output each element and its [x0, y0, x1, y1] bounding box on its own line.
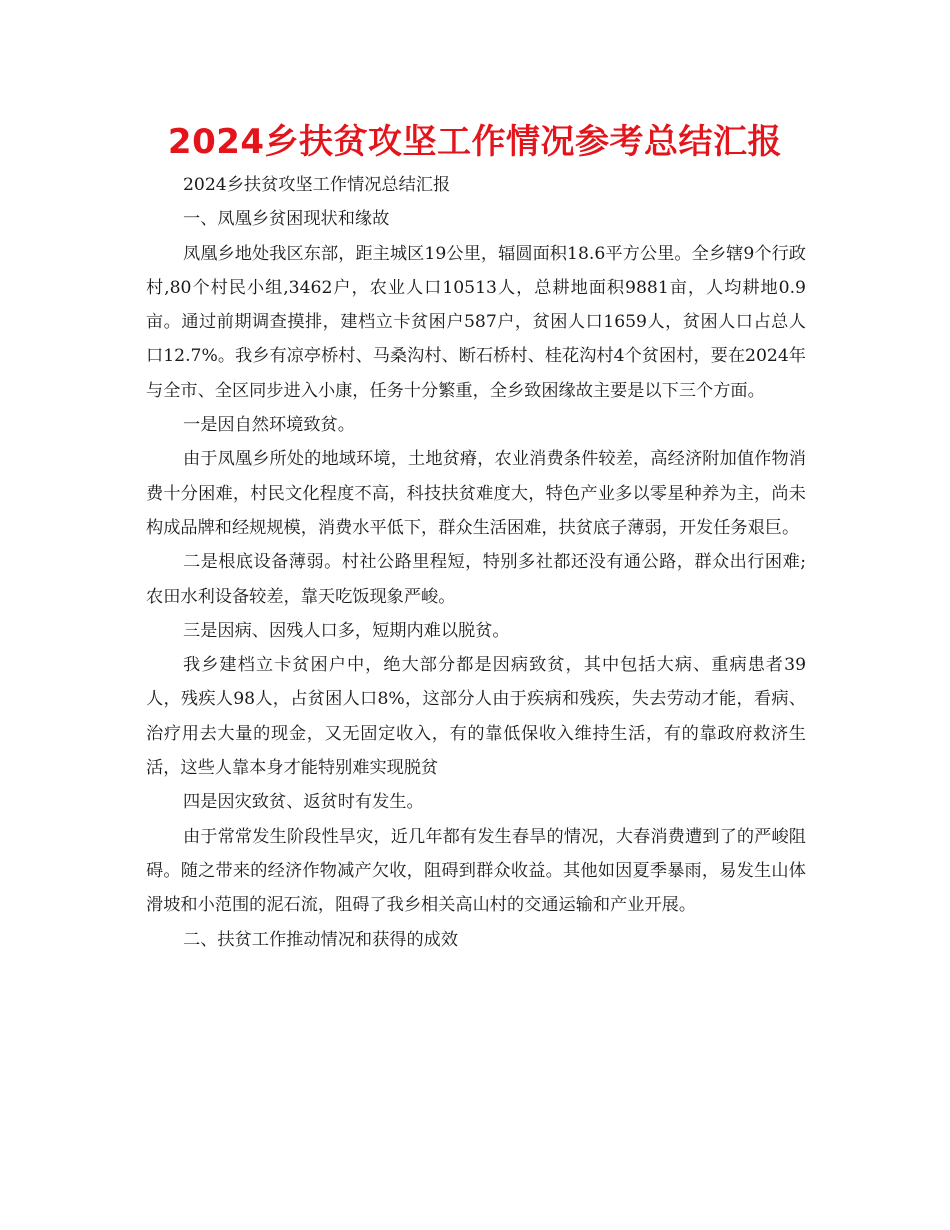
subtitle-paragraph: 2024乡扶贫攻坚工作情况总结汇报	[183, 175, 451, 195]
point-heading-3: 三是因病、因残人口多，短期内难以脱贫。	[183, 620, 510, 641]
document-body	[146, 168, 806, 957]
body-paragraph: 由于凤凰乡所处的地域环境，土地贫瘠，农业消费条件较差，高经济附加值作物消费十分困难，村民文化程度不高，科技扶贫难度大，特色产业多以零星种养为主，尚未构成品牌和经规规模，消费水平低下，群众生活困难，扶贫底子薄弱，开发任务艰巨。	[146, 449, 806, 538]
point-heading-4: 四是因灾致贫、返贫时有发生。	[183, 792, 424, 813]
document-title: 2024乡扶贫攻坚工作情况参考总结汇报	[167, 122, 783, 162]
body-paragraph: 由于常常发生阶段性旱灾，近几年都有发生春旱的情况，大春消费遭到了的严峻阻碍。随之带来的经济作物减产欠收，阻碍到群众收益。其他如因夏季暴雨，易发生山体滑坡和小范围的泥石流，阻碍了我乡相关高山村的交通运输和产业开展。	[146, 826, 806, 916]
body-paragraph: 凤凰乡地处我区东部，距主城区19公里，辐圆面积18.6平方公里。全乡辖9个行政村,80个村民小组,3462户，农业人口10513人，总耕地面积9881亩，人均耕地0.9亩。通过前期调查摸排，建档立卡贫困户587户，贫困人口1659人，贫困人口占总人口12.7%。我乡有凉亭桥村、马桑沟村、断石桥村、桂花沟村4个贫困村，要在2024年与全市、全区同步进入小康，任务十分繁重，全乡致困缘故主要是以下三个方面。	[146, 243, 806, 401]
point-heading-2: 二是根底设备薄弱。村社公路里程短，特别多社都还没有通公路，群众出行困难;农田水利设备较差，靠天吃饭现象严峻。	[146, 552, 806, 607]
body-paragraph: 我乡建档立卡贫困户中，绝大部分都是因病致贫，其中包括大病、重病患者39人，残疾人98人，占贫困人口8%，这部分人由于疾病和残疾，失去劳动才能，看病、治疗用去大量的现金，又无固定收入，有的靠低保收入维持生活，有的靠政府救济生活，这些人靠本身才能特别难实现脱贫	[146, 655, 806, 779]
section-heading-1: 一、凤凰乡贫困现状和缘故	[183, 209, 390, 230]
point-heading-1: 一是因自然环境致贫。	[183, 415, 355, 436]
section-heading-2: 二、扶贫工作推动情况和获得的成效	[183, 929, 459, 950]
